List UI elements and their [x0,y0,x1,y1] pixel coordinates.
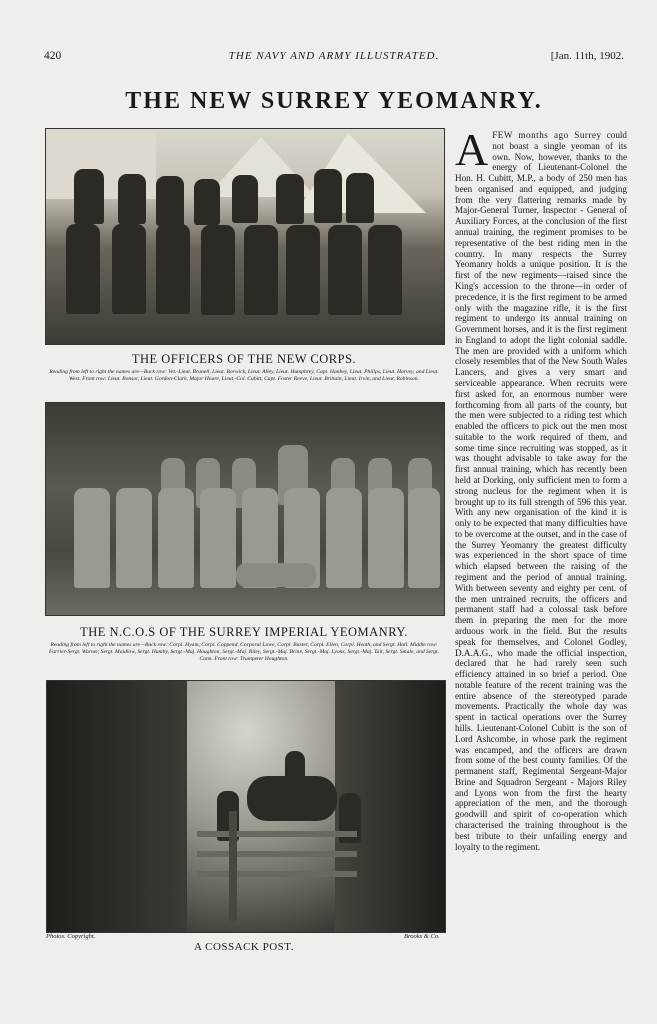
photo-caption: THE OFFICERS OF THE NEW CORPS. [131,352,357,366]
photo-caption: THE N.C.O.S OF THE SURREY IMPERIAL YEOMANRY. [80,625,408,639]
officer-figure [112,224,146,314]
officer-figure [156,176,184,226]
nco-figure [408,488,440,588]
photo-credit: Photos. Copyright. [46,933,96,940]
page-header [44,50,624,66]
officers-photo [45,128,445,345]
nco-figure [368,488,404,588]
photo-caption: A COSSACK POST. [194,941,294,953]
article-text: could not boast a single yeoman of its own. Now, however, thanks to the energy of Lieutenant-Colonel the Hon. H. Cubitt, M.P., a body of 250 men has been organised and equipped, and judging from the very flattering remarks made by Major-General Turner, Inspector - General of Auxiliary Forces, at the conclusion of the first annual training, the regiment promises to be representative of the best riding men in the country. In many respects the Surrey Yeomanry holds a unique position. It is the first of the new regiments—raised since the King's accession to the throne—in order of precedence, it is the first regiment to be armed only with the magazine rifle, it is the first regiment to undergo its annual training on Government horses, and it is the first regiment in England to adopt the light colonial saddle. The men are provided with a uniform which closely resembles that of the New South Wales Lancers, and gives a very smart and serviceable appearance. When recruits were first asked for, an enormous number were forthcoming from all parts of the county, but the men were subjected to a riding test which enabled the officers to pick out the men most suitable to the work required of them, and some time since recruiting was stopped, as it was thought advisable to take away for the first annual training, which has recently been held at Dorking, only sufficient men to form a strong nucleus for the regiment when it is brought up to its full strength of 596 this year. With any new organisation of the kind it is only to be expected that many difficulties have to be overcome at the outset, and in the case of the Surrey Yeomanry the greatest difficulty was experienced in the short space of time which elapsed between the raising of the regiment and the period of annual training. With between seventy and eighty per cent. of the men untrained recruits, the officers and permanent staff had a colossal task before them in preparing the men for the more arduous work in the field. But the results speak for themselves, and Colonel Godley, D.A.A.G., who made the official inspection, declared that he had rarely seen such efficiency attained in so brief a period. One notable feature of the recent training was the entire absence of the stereotyped parade movements. Practically the whole day was spent in tactical operations over the Surrey hills. Lieutenant-Colonel Cubitt is the son of Lord Ashcombe, in whose park the regiment was encamped, and the officers are drawn from some of the best county families. Of the permanent staff, Regimental Sergeant-Major Brine and Squadron Sergeant - Majors Riley and Lyons won from the first the hearty appreciation of the men, and the thorough goodwill and spirit of co-operation which characterised the training throughout is the best tribute to their unfailing energy and loyalty to the regiment. [455,130,627,852]
photo-credit: Brooks & Co. [404,933,440,940]
gate-rail [197,831,357,837]
masthead: THE NAVY AND ARMY ILLUSTRATED. [228,50,440,62]
gate-rail [197,871,357,877]
officer-figure [346,173,374,223]
officer-figure [201,225,235,315]
officer-figure [74,169,104,224]
foliage-left [47,681,187,932]
reclining-figure [236,563,316,587]
article-body [455,124,627,852]
photo-subcaption: Reading from left to right the names are—Back row: Corpl. Hyam, Corpl. Coppend, Corporal Lowe, Corpl. Baxter, Corpl. Ellen, Corpl. Heath, and Sergt. Hall. Middle row: Farrier-Sergt. Warner, Sergt. Maidlow, Sergt. Humby, Sergt.-Maj. Houghton, Sergt.-Maj. Riley, Sergt.-Maj. Brine, Sergt.-Maj. Lyons, Sergt.-Maj. Tait, Sergt. Smale, and Sergt. Cann. Front row: Trumpeter Houghton. [48,642,440,662]
nco-figure [200,488,236,588]
drop-cap: A [455,124,489,175]
page-number: 420 [44,50,62,62]
gate-post [229,811,237,921]
nco-figure [326,488,362,588]
nco-figure [158,488,194,588]
issue-date: [Jan. 11th, 1902. [550,50,624,62]
officer-figure [276,174,304,224]
officer-figure [244,225,278,315]
officer-figure [368,225,402,315]
officer-figure [286,225,320,315]
article-title: THE NEW SURREY YEOMANRY. [125,88,543,114]
article-lead: FEW months ago Surrey [492,130,602,140]
gate-rail [197,851,357,857]
nco-figure [116,488,152,588]
officer-figure [194,179,220,225]
officer-figure [314,169,342,223]
cossack-post-photo [46,680,446,933]
ncos-photo [45,402,445,616]
officer-figure [328,225,362,315]
officer-figure [156,224,190,314]
rider-figure [285,751,305,786]
officer-figure [232,175,258,223]
nco-figure [74,488,110,588]
photo-subcaption: Reading from left to right the names are—Back row: Vet.-Lieut. Brunell, Lieut. Borwick, Lieut. Alley, Lieut. Humphrey, Capt. Hanbey, Lieut. Philips, Lieut. Harvey, and Lieut. West. Front row: Lieut. Bonsor, Lieut. Gordon-Clark, Major Hoare, Lieut.-Col. Cubitt, Capt. Foster Reeve, Lieut. Brittain, Lieut. Irvin, and Lieut. Robinson. [49,369,439,382]
officer-figure [66,224,100,314]
officer-figure [118,174,146,224]
